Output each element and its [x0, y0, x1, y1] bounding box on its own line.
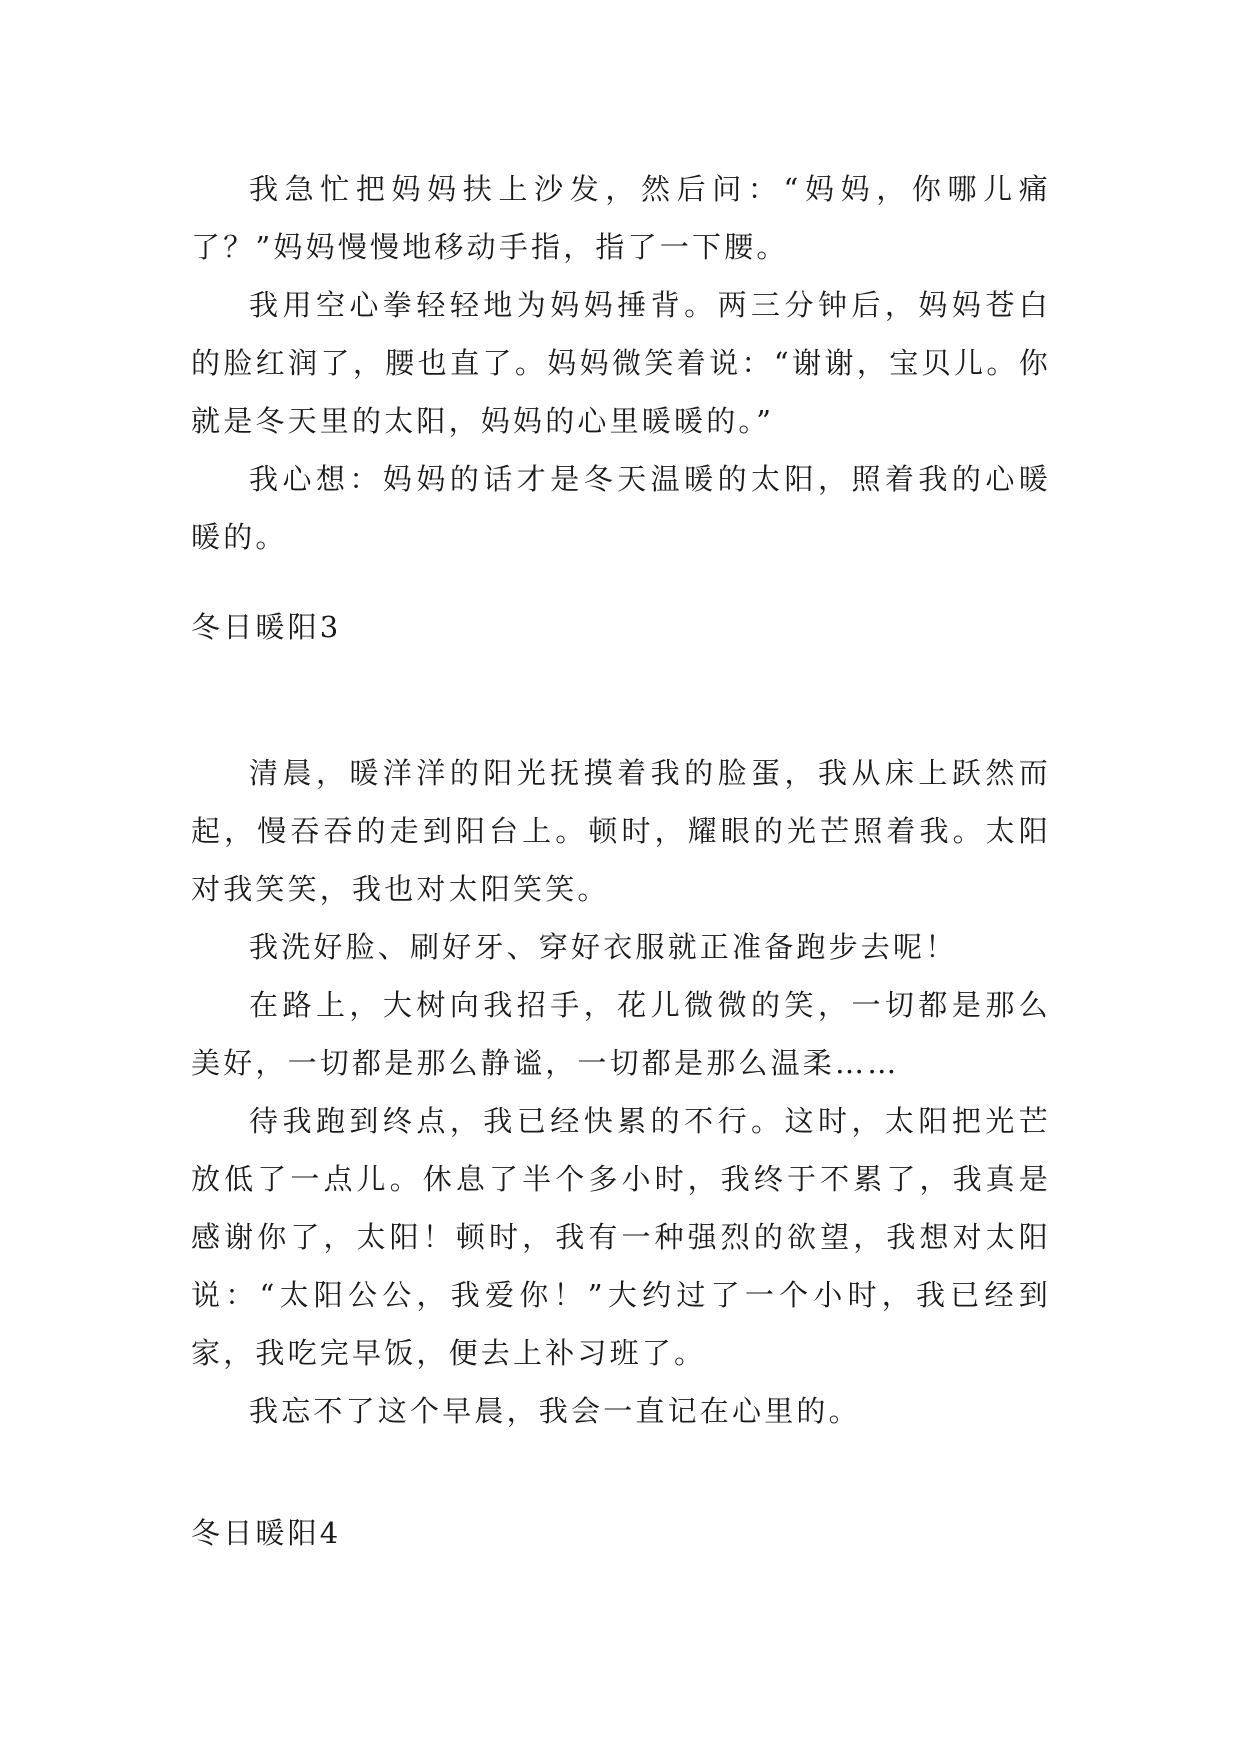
- section-3-heading-block: [191, 598, 1051, 656]
- section-previous: [191, 160, 1051, 566]
- section-heading: 冬日暖阳3: [191, 610, 342, 644]
- section-heading: 冬日暖阳4: [191, 1516, 342, 1550]
- paragraph: 在路上，大树向我招手，花儿微微的笑，一切都是那么美好，一切都是那么静谧，一切都是那么温柔……: [191, 988, 1051, 1080]
- section-3-body: [191, 744, 1051, 1440]
- paragraph: 我洗好脸、刷好牙、穿好衣服就正准备跑步去呢！: [249, 930, 958, 964]
- paragraph: 清晨，暖洋洋的阳光抚摸着我的脸蛋，我从床上跃然而起，慢吞吞的走到阳台上。顿时，耀眼的光芒照着我。太阳对我笑笑，我也对太阳笑笑。: [191, 756, 1051, 906]
- paragraph: 我心想：妈妈的话才是冬天温暖的太阳，照着我的心暖暖的。: [191, 462, 1051, 554]
- paragraph: 我忘不了这个早晨，我会一直记在心里的。: [249, 1394, 861, 1428]
- paragraph: 待我跑到终点，我已经快累的不行。这时，太阳把光芒放低了一点儿。休息了半个多小时，我终于不累了，我真是感谢你了，太阳！顿时，我有一种强烈的欲望，我想对太阳说：“太阳公公，我爱你！”大约过了一个小时，我已经到家，我吃完早饭，便去上补习班了。: [191, 1104, 1051, 1370]
- section-4-heading-block: [191, 1504, 1051, 1562]
- paragraph: 我急忙把妈妈扶上沙发，然后问：“妈妈，你哪儿痛了？”妈妈慢慢地移动手指，指了一下腰。: [191, 172, 1051, 264]
- paragraph: 我用空心拳轻轻地为妈妈捶背。两三分钟后，妈妈苍白的脸红润了，腰也直了。妈妈微笑着说：“谢谢，宝贝儿。你就是冬天里的太阳，妈妈的心里暖暖的。”: [191, 288, 1051, 438]
